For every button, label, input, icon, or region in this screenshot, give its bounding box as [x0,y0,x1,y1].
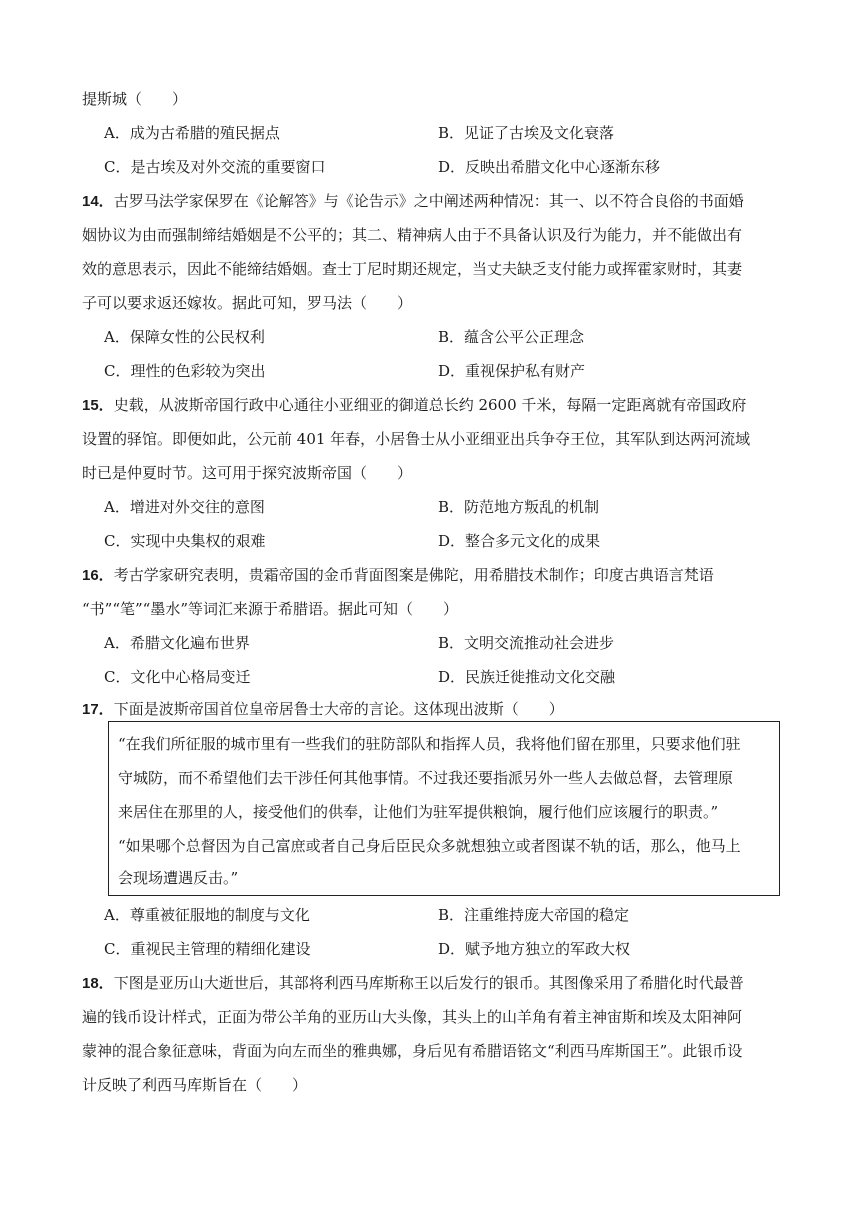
q18-stem-line-1: 18．下图是亚历山大逝世后，其部将利西马库斯称王以后发行的银币。其图像采用了希腊化时代最普 [82,974,744,992]
q14-option-d[interactable]: D．重视保护私有财产 [438,362,586,380]
q16-number: 16． [82,567,114,584]
q15-option-b[interactable]: B．防范地方叛乱的机制 [438,498,600,516]
q14-stem-line-4: 子可以要求返还嫁妆。据此可知，罗马法（ ） [82,294,413,312]
q18-stem-line-2: 遍的钱币设计样式，正面为带公羊角的亚历山大头像，其头上的山羊角有着主神宙斯和埃及太阳神阿 [82,1008,743,1026]
q13-option-c[interactable]: C．是古埃及对外交流的重要窗口 [104,158,326,176]
q17-quote-line-5: 会现场遭遇反击。” [118,869,239,887]
q17-option-c[interactable]: C．重视民主管理的精细化建设 [104,940,311,958]
q16-stem-line-1: 16．考古学家研究表明，贵霜帝国的金币背面图案是佛陀，用希腊技术制作；印度古典语言梵语 [82,566,714,584]
q16-stem-line-2: “书”“笔”“墨水”等词汇来源于希腊语。据此可知（ ） [82,600,459,618]
q15-stem-line-1: 15．史载，从波斯帝国行政中心通往小亚细亚的御道总长约 2600 千米，每隔一定距离就有帝国政府 [82,396,747,414]
q14-stem-line-1: 14．古罗马法学家保罗在《论解答》与《论告示》之中阐述两种情况：其一、以不符合良俗的书面婚 [82,192,744,210]
q18-stem-line-3: 蒙神的混合象征意味，背面为向左而坐的雅典娜，身后见有希腊语铭文“利西马库斯国王”。此银币设 [82,1042,743,1060]
q15-option-c[interactable]: C．实现中央集权的艰难 [104,532,266,550]
q13-option-a[interactable]: A．成为古希腊的殖民据点 [104,124,280,142]
q17-quote-line-3: 来居住在那里的人，接受他们的供奉，让他们为驻军提供粮饷，履行他们应该履行的职责。” [118,803,719,821]
q16-option-d[interactable]: D．民族迁徙推动文化交融 [438,668,616,686]
q14-number: 14． [82,193,114,210]
q14-option-b[interactable]: B．蕴含公平公正理念 [438,328,585,346]
q15-number: 15． [82,397,114,414]
q17-option-b[interactable]: B．注重维持庞大帝国的稳定 [438,906,630,924]
q15-option-d[interactable]: D．整合多元文化的成果 [438,532,601,550]
q14-stem-line-3: 效的意思表示，因此不能缔结婚姻。查士丁尼时期还规定，当丈夫缺乏支付能力或挥霍家财时，其妻 [82,260,743,278]
q18-stem-line-4: 计反映了利西马库斯旨在（ ） [82,1076,308,1094]
q17-option-a[interactable]: A．尊重被征服地的制度与文化 [104,906,310,924]
q16-option-b[interactable]: B．文明交流推动社会进步 [438,634,615,652]
q13-stem-tail: 提斯城（ ） [82,90,188,108]
q14-stem-line-2: 姻协议为由而强制缔结婚姻是不公平的；其二、精神病人由于不具备认识及行为能力，并不能做出有 [82,226,743,244]
q16-option-a[interactable]: A．希腊文化遍布世界 [104,634,250,652]
q16-option-c[interactable]: C．文化中心格局变迁 [104,668,251,686]
q15-stem-line-2: 设置的驿馆。即便如此，公元前 401 年春，小居鲁士从小亚细亚出兵争夺王位，其军队到达两河流域 [82,430,751,448]
q13-option-b[interactable]: B．见证了古埃及文化衰落 [438,124,615,142]
q17-quote-line-1: “在我们所征服的城市里有一些我们的驻防部队和指挥人员，我将他们留在那里，只要求他们驻 [118,735,741,753]
q17-option-d[interactable]: D．赋予地方独立的军政大权 [438,940,631,958]
q17-number: 17． [82,701,114,718]
q13-option-d[interactable]: D．反映出希腊文化中心逐渐东移 [438,158,661,176]
q14-option-a[interactable]: A．保障女性的公民权利 [104,328,265,346]
q17-quote-line-2: 守城防，而不希望他们去干涉任何其他事情。不过我还要指派另外一些人去做总督，去管理原 [118,769,734,787]
q18-number: 18． [82,975,114,992]
q17-stem-line-1: 17．下面是波斯帝国首位皇帝居鲁士大帝的言论。这体现出波斯（ ） [82,700,564,718]
q14-option-c[interactable]: C．理性的色彩较为突出 [104,362,266,380]
q17-quote-line-4: “如果哪个总督因为自己富庶或者自己身后臣民众多就想独立或者图谋不轨的话，那么，他马上 [118,837,741,855]
q15-stem-line-3: 时已是仲夏时节。这可用于探究波斯帝国（ ） [82,464,413,482]
q15-option-a[interactable]: A．增进对外交往的意图 [104,498,265,516]
